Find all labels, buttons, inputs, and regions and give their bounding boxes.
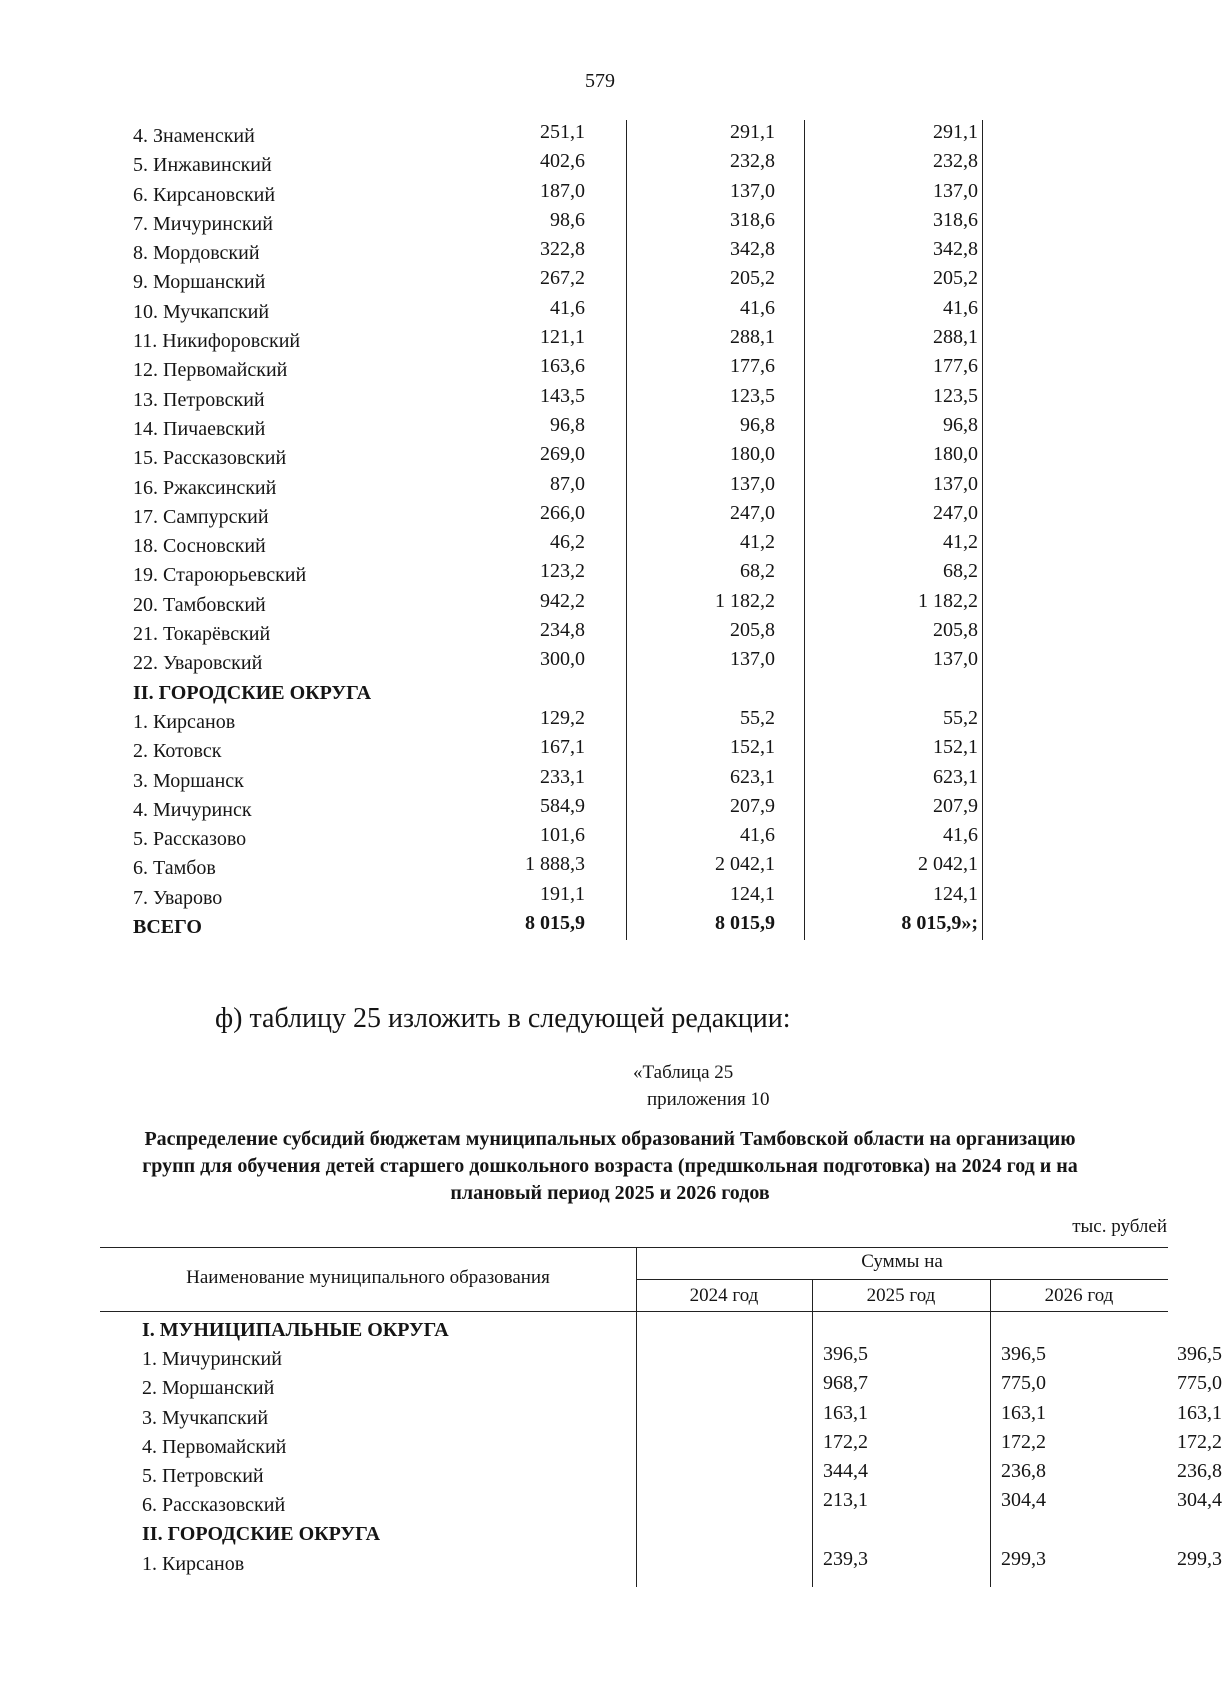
value-2024: 101,6 [540,824,585,847]
value-2024: 396,5 [823,1343,868,1366]
table-row [133,266,1153,295]
value-2026: 232,8 [933,150,978,173]
value-2024: 41,6 [550,296,585,319]
value-2026: 205,8 [933,619,978,642]
value-2025: 8 015,9 [715,912,775,935]
table-row [100,1518,1168,1547]
value-2026: 68,2 [943,560,978,583]
table-row [133,472,1153,501]
row-name: 19. Староюрьевский [133,564,307,587]
value-2026: 304,4 [1177,1489,1222,1512]
value-2026: 207,9 [933,794,978,817]
table-row [133,501,1153,530]
header-bottom-border [100,1311,1168,1312]
row-name: 7. Уварово [133,886,223,909]
row-name: 22. Уваровский [133,652,263,675]
table-row [133,208,1153,237]
row-name: 5. Рассказово [133,828,247,851]
value-2026: 342,8 [933,238,978,261]
row-name: I. МУНИЦИПАЛЬНЫЕ ОКРУГА [142,1319,449,1341]
value-2025: 137,0 [730,648,775,671]
value-2026: 8 015,9»; [901,912,978,935]
value-2026: 180,0 [933,443,978,466]
value-2026: 1 182,2 [918,589,978,612]
row-name: 4. Мичуринск [133,798,252,821]
value-2026: 137,0 [933,648,978,671]
value-2025: 41,6 [740,824,775,847]
value-2025: 137,0 [730,179,775,202]
row-name: 3. Моршанск [133,769,244,792]
value-2024: 167,1 [540,736,585,759]
row-name: II. ГОРОДСКИЕ ОКРУГА [142,1523,381,1546]
value-2024: 87,0 [550,472,585,495]
table-caption-appendix: приложения 10 [647,1089,770,1110]
row-name: 14. Пичаевский [133,417,266,440]
header-year-2026: 2026 год [1044,1285,1114,1306]
table-row [133,559,1153,588]
table-row [133,765,1153,794]
table-row [100,1460,1222,1489]
value-2026: 152,1 [933,736,978,759]
row-name: 16. Ржаксинский [133,476,277,499]
row-name: 15. Рассказовский [133,447,287,470]
value-2024: 584,9 [540,794,585,817]
table-row [133,677,1153,706]
amendment-instruction: ф) таблицу 25 изложить в следующей редакции: [215,1003,791,1034]
value-2026: 163,1 [1177,1401,1222,1424]
value-2024: 172,2 [823,1430,868,1453]
value-2024: 300,0 [540,648,585,671]
table-row [133,706,1153,735]
value-2025: 96,8 [740,413,775,436]
value-2026: 177,6 [933,355,978,378]
value-2024: 191,1 [540,882,585,905]
units-label: тыс. рублей [1072,1216,1167,1237]
value-2024: 121,1 [540,326,585,349]
value-2024: 129,2 [540,706,585,729]
table-row [133,794,1153,823]
row-name: 10. Мучкапский [133,300,270,323]
value-2026: 123,5 [933,384,978,407]
table-row [133,589,1153,618]
value-2025: 124,1 [730,882,775,905]
row-name: 4. Знаменский [133,125,255,147]
value-2024: 213,1 [823,1489,868,1512]
row-name: 6. Рассказовский [142,1494,286,1517]
value-2026: 124,1 [933,882,978,905]
header-sums: Суммы на [861,1251,943,1272]
row-name: 7. Мичуринский [133,212,273,235]
value-2026: 41,6 [943,824,978,847]
table-row [133,237,1153,266]
value-2025: 2 042,1 [715,853,775,876]
value-2024: 46,2 [550,531,585,554]
value-2024: 8 015,9 [525,912,585,935]
table-row [100,1401,1222,1431]
value-2025: 247,0 [730,501,775,524]
value-2026: 318,6 [933,208,978,231]
table-row [133,530,1153,559]
table-continuation-body [133,120,1153,940]
table-row [133,296,1153,325]
row-name: ВСЕГО [133,916,202,939]
row-name: 5. Инжавинский [133,154,272,177]
value-2024: 402,6 [540,150,585,173]
value-2025: 205,8 [730,619,775,642]
row-name: 9. Моршанский [133,271,266,294]
value-2024: 233,1 [540,765,585,788]
value-2024: 266,0 [540,501,585,524]
value-2024: 234,8 [540,619,585,642]
row-name: 5. Петровский [142,1465,264,1487]
value-2026: 137,0 [933,472,978,495]
value-2025: 236,8 [1001,1460,1046,1482]
row-name: 1. Кирсанов [142,1552,245,1575]
value-2025: 775,0 [1001,1372,1046,1395]
table-row [133,413,1153,442]
row-name: 4. Первомайский [142,1435,287,1458]
value-2024: 96,8 [550,413,585,436]
subsidy-table [100,1247,1222,1587]
value-2026: 96,8 [943,413,978,436]
value-2026: 623,1 [933,765,978,788]
row-name: 20. Тамбовский [133,593,266,616]
table-row [133,647,1153,676]
table-caption-number: «Таблица 25 [633,1062,734,1083]
table-row [133,354,1153,383]
table-row [133,911,1153,940]
value-2025: 123,5 [730,384,775,407]
value-2026: 41,2 [943,531,978,554]
value-2025: 318,6 [730,208,775,231]
value-2025: 304,4 [1001,1489,1046,1512]
value-2024: 1 888,3 [525,853,585,876]
header-name-column: Наименование муниципального образования [186,1267,550,1288]
row-name: 1. Мичуринский [142,1348,282,1371]
row-name: 13. Петровский [133,388,265,411]
value-2025: 1 182,2 [715,589,775,612]
value-2024: 942,2 [540,589,585,612]
table-title: Распределение субсидий бюджетам муниципальных образований Тамбовской области на организацию групп для обучения детей старшего дошкольного возраста (предшкольная подготовка) на 2024 год и на плановый период 2025 и 2026 годов [142,1128,1078,1204]
value-2026: 288,1 [933,326,978,349]
value-2026: 775,0 [1177,1372,1222,1395]
table-row [133,120,1153,149]
row-name: 2. Котовск [133,740,222,763]
value-2025: 288,1 [730,326,775,349]
value-2025: 163,1 [1001,1401,1046,1424]
value-2025: 207,9 [730,794,775,817]
value-2026: 205,2 [933,267,978,290]
table-top-border [100,1247,1168,1248]
value-2025: 396,5 [1001,1343,1046,1366]
table-row [133,384,1153,413]
table-row [100,1314,1168,1343]
value-2026: 247,0 [933,501,978,524]
table-row [100,1343,1222,1372]
value-2024: 269,0 [540,443,585,466]
page-number: 579 [585,70,615,92]
row-name: 1. Кирсанов [133,710,236,733]
table-row [100,1489,1222,1518]
value-2025: 152,1 [730,736,775,759]
table-row [133,618,1153,647]
value-2025: 205,2 [730,267,775,290]
value-2026: 299,3 [1177,1547,1222,1570]
value-2024: 163,6 [540,355,585,378]
value-2024: 98,6 [550,208,585,231]
value-2025: 41,2 [740,531,775,554]
value-2026: 236,8 [1177,1460,1222,1482]
value-2025: 342,8 [730,238,775,261]
row-name: 6. Кирсановский [133,183,276,206]
value-2024: 187,0 [540,179,585,202]
row-name: 18. Сосновский [133,535,266,558]
value-2025: 137,0 [730,472,775,495]
value-2024: 143,5 [540,384,585,407]
header-year-2025: 2025 год [866,1285,936,1306]
value-2025: 232,8 [730,150,775,173]
row-name: 11. Никифоровский [133,330,301,353]
row-name: 21. Токарёвский [133,623,271,646]
table-row [133,882,1153,911]
value-2025: 177,6 [730,355,775,378]
table-row [133,149,1153,178]
table-row [100,1430,1222,1460]
header-divider [636,1279,1168,1280]
value-2025: 291,1 [730,121,775,143]
table-row [133,179,1153,208]
table-continuation [133,120,1153,940]
value-2024: 344,4 [823,1460,868,1482]
table-row [100,1372,1222,1401]
row-name: 8. Мордовский [133,242,260,265]
table-row [133,823,1153,852]
value-2024: 251,1 [540,121,585,143]
row-name: 6. Тамбов [133,857,216,880]
table-row [100,1547,1222,1577]
value-2024: 123,2 [540,560,585,583]
value-2026: 55,2 [943,706,978,729]
value-2024: 322,8 [540,238,585,261]
value-2024: 163,1 [823,1401,868,1424]
row-name: 3. Мучкапский [142,1406,269,1429]
value-2026: 137,0 [933,179,978,202]
row-name: 12. Первомайский [133,359,288,382]
value-2025: 68,2 [740,560,775,583]
value-2025: 41,6 [740,296,775,319]
row-name: 17. Сампурский [133,505,269,528]
value-2025: 180,0 [730,443,775,466]
value-2026: 2 042,1 [918,853,978,876]
value-2025: 623,1 [730,765,775,788]
value-2026: 41,6 [943,296,978,319]
table-row [133,735,1153,764]
value-2026: 396,5 [1177,1343,1222,1366]
header-year-2024: 2024 год [689,1285,759,1306]
value-2024: 267,2 [540,267,585,290]
value-2026: 172,2 [1177,1430,1222,1453]
value-2026: 291,1 [933,121,978,143]
row-name: II. ГОРОДСКИЕ ОКРУГА [133,681,372,704]
table-row [133,852,1153,881]
row-name: 2. Моршанский [142,1377,275,1400]
value-2025: 172,2 [1001,1430,1046,1453]
value-2024: 239,3 [823,1547,868,1570]
value-2025: 55,2 [740,706,775,729]
table-row [133,325,1153,354]
table-row [133,442,1153,471]
value-2024: 968,7 [823,1372,868,1395]
value-2025: 299,3 [1001,1547,1046,1570]
